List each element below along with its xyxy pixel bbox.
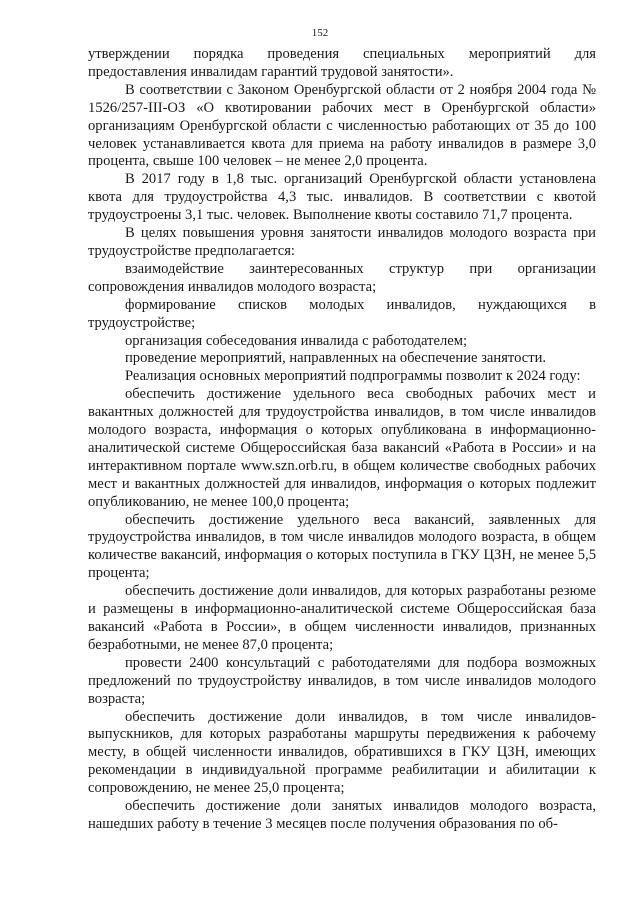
paragraph-results-intro: Реализация основных мероприятий подпрограммы позволит к 2024 году:: [125, 368, 581, 385]
list-item-routes: обеспечить достижение доли инвалидов, в том числе инвалидов-выпускников, для которых разработаны маршруты передвижения к рабочему месту, в общей численности инвалидов, обратившихся в ГКУ ЦЗН, имеющих рекомендации в индивидуальной программе реабилитации и абилитации к сопровождению, не менее 25,0 процента;: [88, 708, 596, 797]
paragraph-goals-intro: В целях повышения уровня занятости инвалидов молодого возраста при трудоустройстве предполагается:: [88, 225, 596, 259]
page-number: 152: [311, 27, 329, 39]
list-item-interaction: взаимодействие заинтересованных структур при организации сопровождения инвалидов молодого возраста;: [88, 260, 596, 295]
list-item-declared-vacancies: обеспечить достижение удельного веса вакансий, заявленных для трудоустройства инвалидов, в том числе инвалидов молодого возраста, в общем количестве вакансий, информация о которых поступила в ГКУ ЦЗН, не менее 5,5 процента;: [88, 511, 596, 582]
list-item-events: проведение мероприятий, направленных на обеспечение занятости.: [125, 350, 547, 367]
list-item-employed-share: обеспечить достижение доли занятых инвалидов молодого возраста, нашедших работу в течение 3 месяцев после получения образования по об-: [88, 798, 596, 832]
list-item-resumes: обеспечить достижение доли инвалидов, для которых разработаны резюме и размещены в информационно-аналитической системе Общероссийская база вакансий «Работа в России», в общем численности инвалидов, признанных безработными, не менее 87,0 процента;: [88, 583, 596, 653]
paragraph-quota-2017: В 2017 году в 1,8 тыс. организаций Оренбургской области установлена квота для трудоустройства 4,3 тыс. инвалидов. В соответствии с квотой трудоустроены 3,1 тыс. человек. Выполнение квоты составило 71,7 процента.: [88, 171, 596, 224]
list-item-lists: формирование списков молодых инвалидов, нуждающихся в трудоустройстве;: [88, 296, 596, 331]
list-item-consultations: провести 2400 консультаций с работодателями для подбора возможных предложений по трудоустройству инвалидов, в том числе инвалидов молодого возраста;: [88, 654, 596, 707]
paragraph-quota-law: В соответствии с Законом Оренбургской области от 2 ноября 2004 года № 1526/257-III-ОЗ «О квотировании рабочих мест в Оренбургской области» организациям Оренбургской области с численностью работающих от 35 до 100 человек устанавливается квота для приема на работу инвалидов в размере 3,0 процента, свыше 100 человек – не менее 2,0 процента.: [88, 81, 596, 170]
list-item-vacancies-share: обеспечить достижение удельного веса свободных рабочих мест и вакантных должностей для трудоустройства инвалидов, в том числе инвалидов молодого возраста, информация о которых опубликована в информационно-аналитической системе Общероссийская база вакансий «Работа в России» и на интерактивном портале www.szn.orb.ru, в общем количестве свободных рабочих мест и вакантных должностей для инвалидов, информация о которых подлежит опубликованию, не менее 100,0 процента;: [88, 386, 596, 510]
document-body: [88, 46, 596, 834]
list-item-interview: организация собеседования инвалида с работодателем;: [125, 332, 468, 349]
paragraph-continuation: утверждении порядка проведения специальных мероприятий для предоставления инвалидам гарантий трудовой занятости».: [88, 46, 596, 80]
